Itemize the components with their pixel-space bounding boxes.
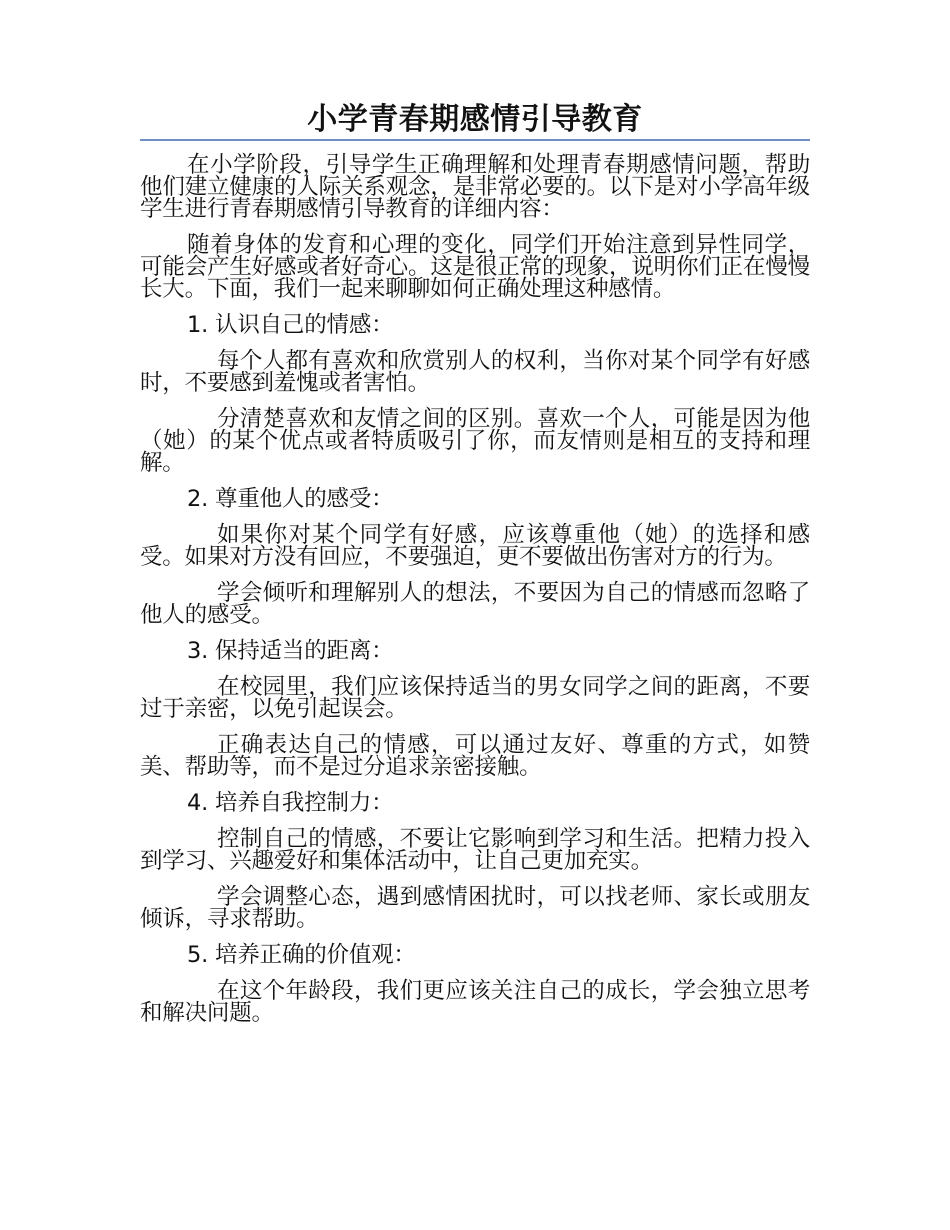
- section-3-paragraph-1: 在校园里，我们应该保持适当的男女同学之间的距离，不要过于亲密，以免引起误会。: [140, 674, 810, 722]
- section-heading-4: 4. 培养自我控制力：: [187, 790, 394, 816]
- section-heading-3: 3. 保持适当的距离：: [187, 638, 394, 664]
- document-body: [140, 154, 810, 1038]
- section-4-paragraph-1: 控制自己的情感，不要让它影响到学习和生活。把精力投入到学习、兴趣爱好和集体活动中，让自己更加充实。: [140, 826, 810, 874]
- title-underline: [140, 139, 810, 141]
- section-3-paragraph-2: 正确表达自己的情感，可以通过友好、尊重的方式，如赞美、帮助等，而不是过分追求亲密接触。: [140, 732, 810, 780]
- intro-paragraph-1: 在小学阶段，引导学生正确理解和处理青春期感情问题，帮助他们建立健康的人际关系观念，是非常必要的。以下是对小学高年级学生进行青春期感情引导教育的详细内容：: [140, 152, 810, 222]
- section-4-paragraph-2: 学会调整心态，遇到感情困扰时，可以找老师、家长或朋友倾诉，寻求帮助。: [140, 884, 810, 932]
- section-heading-2: 2. 尊重他人的感受：: [187, 486, 394, 512]
- section-1-paragraph-1: 每个人都有喜欢和欣赏别人的权利，当你对某个同学有好感时，不要感到羞愧或者害怕。: [140, 348, 810, 396]
- section-heading-5: 5. 培养正确的价值观：: [187, 942, 416, 968]
- section-heading-1: 1. 认识自己的情感：: [187, 312, 394, 338]
- section-2-paragraph-1: 如果你对某个同学有好感，应该尊重他（她）的选择和感受。如果对方没有回应，不要强迫，更不要做出伤害对方的行为。: [140, 522, 810, 570]
- section-2-paragraph-2: 学会倾听和理解别人的想法，不要因为自己的情感而忽略了他人的感受。: [140, 580, 810, 628]
- document-title: 小学青春期感情引导教育: [307, 102, 643, 137]
- intro-paragraph-2: 随着身体的发育和心理的变化，同学们开始注意到异性同学，可能会产生好感或者好奇心。这是很正常的现象，说明你们正在慢慢长大。下面，我们一起来聊聊如何正确处理这种感情。: [140, 232, 810, 302]
- section-1-paragraph-2: 分清楚喜欢和友情之间的区别。喜欢一个人，可能是因为他（她）的某个优点或者特质吸引了你，而友情则是相互的支持和理解。: [140, 406, 810, 476]
- section-5-paragraph-1: 在这个年龄段，我们更应该关注自己的成长，学会独立思考和解决问题。: [140, 978, 810, 1026]
